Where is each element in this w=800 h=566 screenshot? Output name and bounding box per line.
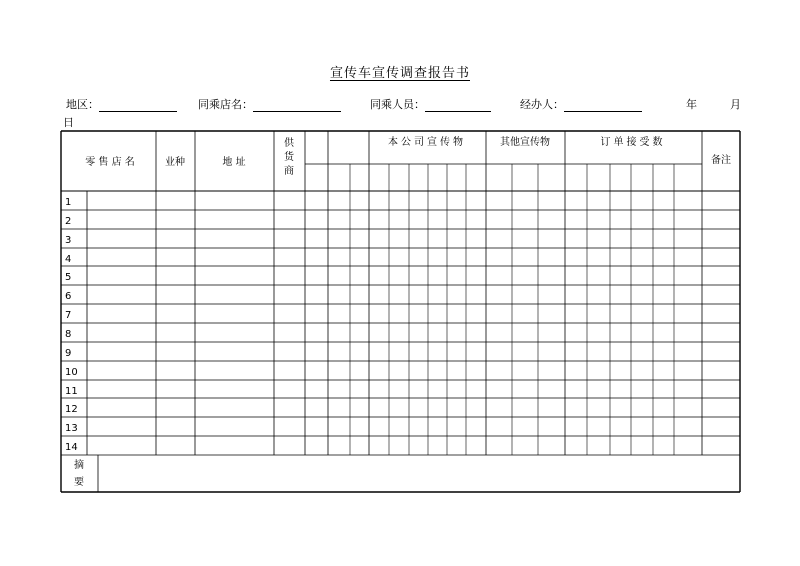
row-number: 9	[65, 348, 72, 359]
month-label: 月	[730, 98, 741, 111]
col-address: 地 址	[222, 157, 246, 168]
row-number: 6	[65, 291, 72, 302]
col-other-promo: 其他宣传物	[500, 137, 550, 148]
row-number: 2	[65, 216, 72, 227]
row-number: 5	[65, 272, 72, 283]
col-supplier-char: 商	[284, 166, 294, 177]
col-supplier-char: 供	[284, 138, 294, 149]
row-number: 12	[65, 404, 78, 415]
summary-label-char: 摘	[74, 460, 84, 471]
page-title: 宣传车宣传调查报告书	[329, 66, 470, 81]
row-number: 11	[65, 386, 78, 397]
row-number: 4	[65, 254, 72, 265]
year-label: 年	[686, 98, 697, 111]
row-number: 14	[65, 442, 78, 453]
col-orders-received: 订单接受数	[600, 137, 666, 148]
handler-label: 经办人：	[520, 98, 564, 111]
row-number: 10	[65, 367, 78, 378]
row-number: 1	[65, 197, 72, 208]
summary-label-char: 要	[74, 477, 84, 488]
region-label: 地区：	[66, 98, 99, 111]
staff-label: 同乘人员：	[370, 98, 425, 111]
col-store-name: 零 售 店 名	[85, 157, 135, 168]
col-company-promo: 本公司宣传物	[388, 137, 466, 148]
row-number: 3	[65, 235, 72, 246]
row-number: 13	[65, 423, 78, 434]
store-label: 同乘店名：	[198, 98, 253, 111]
row-number: 8	[65, 329, 72, 340]
col-remarks: 备注	[711, 155, 731, 166]
row-number: 7	[65, 310, 72, 321]
day-label: 日	[63, 116, 74, 129]
col-supplier-char: 货	[284, 152, 294, 163]
col-business-type: 业种	[165, 157, 185, 168]
